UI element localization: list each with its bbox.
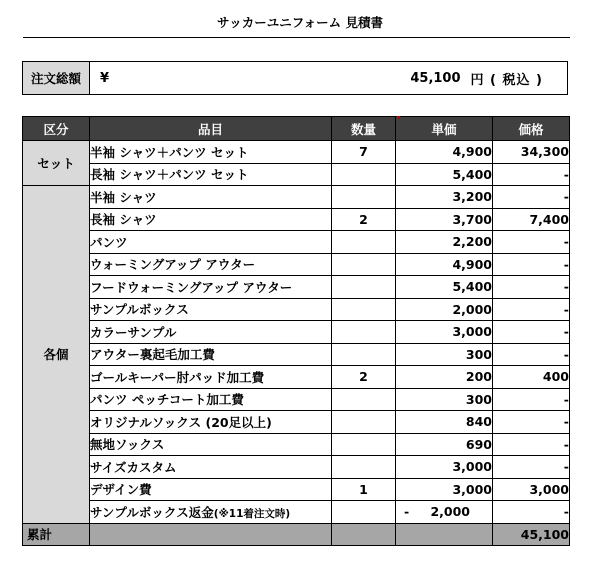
table-row <box>23 298 570 321</box>
item-name: カラーサンプル <box>90 321 332 344</box>
table-row <box>23 253 570 276</box>
item-name: アウター裏起毛加工費 <box>90 343 332 366</box>
unit-price-cell: 2,200 <box>396 231 493 254</box>
price-cell: - <box>493 276 570 299</box>
item-name: サンプルボックス <box>90 298 332 321</box>
item-name: デザイン費 <box>90 478 332 501</box>
table-row <box>23 433 570 456</box>
table-row <box>23 231 570 254</box>
price-cell: - <box>493 163 570 186</box>
order-total-label: 注文総額 <box>23 62 90 94</box>
currency-symbol: ¥ <box>100 70 110 86</box>
quantity-cell[interactable]: 2 <box>332 208 396 231</box>
quantity-cell[interactable] <box>332 411 396 434</box>
item-name: 半袖 シャツ <box>90 186 332 209</box>
table-row <box>23 141 570 164</box>
table-row <box>23 321 570 344</box>
table-row <box>23 456 570 479</box>
item-name: ウォーミングアップ アウター <box>90 253 332 276</box>
unit-price-cell: 3,000 <box>396 478 493 501</box>
header-item: 品目 <box>90 117 332 141</box>
table-row <box>23 208 570 231</box>
table-row <box>23 276 570 299</box>
price-cell: - <box>493 253 570 276</box>
header-price: 価格 <box>493 117 570 141</box>
table-row <box>23 411 570 434</box>
footer-blank <box>332 523 396 545</box>
order-total-value <box>130 62 567 94</box>
unit-price-cell: 4,900 <box>396 141 493 164</box>
price-cell: - <box>493 231 570 254</box>
price-cell: 34,300 <box>493 141 570 164</box>
item-name: オリジナルソックス (20足以上) <box>90 411 332 434</box>
price-cell: - <box>493 388 570 411</box>
quantity-cell[interactable] <box>332 388 396 411</box>
refund-item-note: (※11着注文時) <box>213 507 291 520</box>
unit-price-cell: 840 <box>396 411 493 434</box>
table-header-row <box>23 117 570 141</box>
price-cell: 7,400 <box>493 208 570 231</box>
total-row <box>23 523 570 545</box>
order-total-amount: 45,100 <box>410 70 461 86</box>
header-category: 区分 <box>23 117 90 141</box>
unit-price-cell: 200 <box>396 366 493 389</box>
item-name: サイズカスタム <box>90 456 332 479</box>
table-row <box>23 163 570 186</box>
minus-sign: - <box>404 504 410 519</box>
title-underline <box>23 37 570 38</box>
header-quantity: 数量 <box>332 117 396 141</box>
quantity-cell[interactable] <box>332 501 396 524</box>
quantity-cell[interactable] <box>332 186 396 209</box>
page-title: サッカーユニフォーム 見積書 <box>217 15 383 30</box>
cumulative-label: 累計 <box>23 523 90 545</box>
unit-price-cell: 2,000 <box>396 298 493 321</box>
quantity-cell[interactable] <box>332 298 396 321</box>
unit-price-cell: 300 <box>396 343 493 366</box>
quantity-cell[interactable]: 7 <box>332 141 396 164</box>
header-unit-price: 単価 <box>396 117 493 141</box>
comment-indicator <box>396 116 400 120</box>
item-name: 無地ソックス <box>90 433 332 456</box>
item-name: 長袖 シャツ <box>90 208 332 231</box>
price-cell: - <box>493 411 570 434</box>
order-total-box <box>22 61 568 95</box>
item-name: パンツ ペッチコート加工費 <box>90 388 332 411</box>
quantity-cell[interactable]: 1 <box>332 478 396 501</box>
table-row <box>23 388 570 411</box>
unit-price-cell: 300 <box>396 388 493 411</box>
unit-price-cell: 3,000 <box>396 321 493 344</box>
quantity-cell[interactable] <box>332 253 396 276</box>
unit-price-cell: 690 <box>396 433 493 456</box>
footer-blank <box>396 523 493 545</box>
table-row <box>23 186 570 209</box>
price-cell: - <box>493 298 570 321</box>
footer-blank <box>90 523 332 545</box>
quantity-cell[interactable] <box>332 456 396 479</box>
item-name: パンツ <box>90 231 332 254</box>
quantity-cell[interactable] <box>332 231 396 254</box>
order-total-unit: 円 ( 税込 ) <box>470 72 543 88</box>
quantity-cell[interactable] <box>332 433 396 456</box>
item-name: フードウォーミングアップ アウター <box>90 276 332 299</box>
unit-price-cell: 3,700 <box>396 208 493 231</box>
item-name: 半袖 シャツ＋パンツ セット <box>90 141 332 164</box>
price-cell: - <box>493 343 570 366</box>
item-name-refund <box>90 501 332 524</box>
category-individual: 各個 <box>23 186 90 524</box>
price-cell: - <box>493 433 570 456</box>
price-cell: 3,000 <box>493 478 570 501</box>
price-cell: - <box>493 186 570 209</box>
unit-price-cell: 5,400 <box>396 276 493 299</box>
item-name: 長袖 シャツ＋パンツ セット <box>90 163 332 186</box>
cumulative-total: 45,100 <box>493 523 570 545</box>
quantity-cell[interactable] <box>332 163 396 186</box>
unit-price-cell <box>396 501 493 524</box>
price-cell: 400 <box>493 366 570 389</box>
table-row <box>23 478 570 501</box>
table-row <box>23 501 570 524</box>
price-cell: - <box>493 456 570 479</box>
price-cell: - <box>493 501 570 524</box>
unit-price-cell: 3,200 <box>396 186 493 209</box>
unit-price-cell: 3,000 <box>396 456 493 479</box>
item-name: ゴールキーパー肘パッド加工費 <box>90 366 332 389</box>
estimate-table <box>22 116 570 546</box>
quantity-cell[interactable]: 2 <box>332 366 396 389</box>
unit-price-cell: 5,400 <box>396 163 493 186</box>
table-row <box>23 366 570 389</box>
unit-price-value: 2,000 <box>430 504 470 519</box>
quantity-cell[interactable] <box>332 343 396 366</box>
price-cell: - <box>493 321 570 344</box>
unit-price-cell: 4,900 <box>396 253 493 276</box>
quantity-cell[interactable] <box>332 321 396 344</box>
category-set: セット <box>23 141 90 186</box>
quantity-cell[interactable] <box>332 276 396 299</box>
refund-item-label: サンプルボックス返金 <box>90 504 214 520</box>
table-row <box>23 343 570 366</box>
